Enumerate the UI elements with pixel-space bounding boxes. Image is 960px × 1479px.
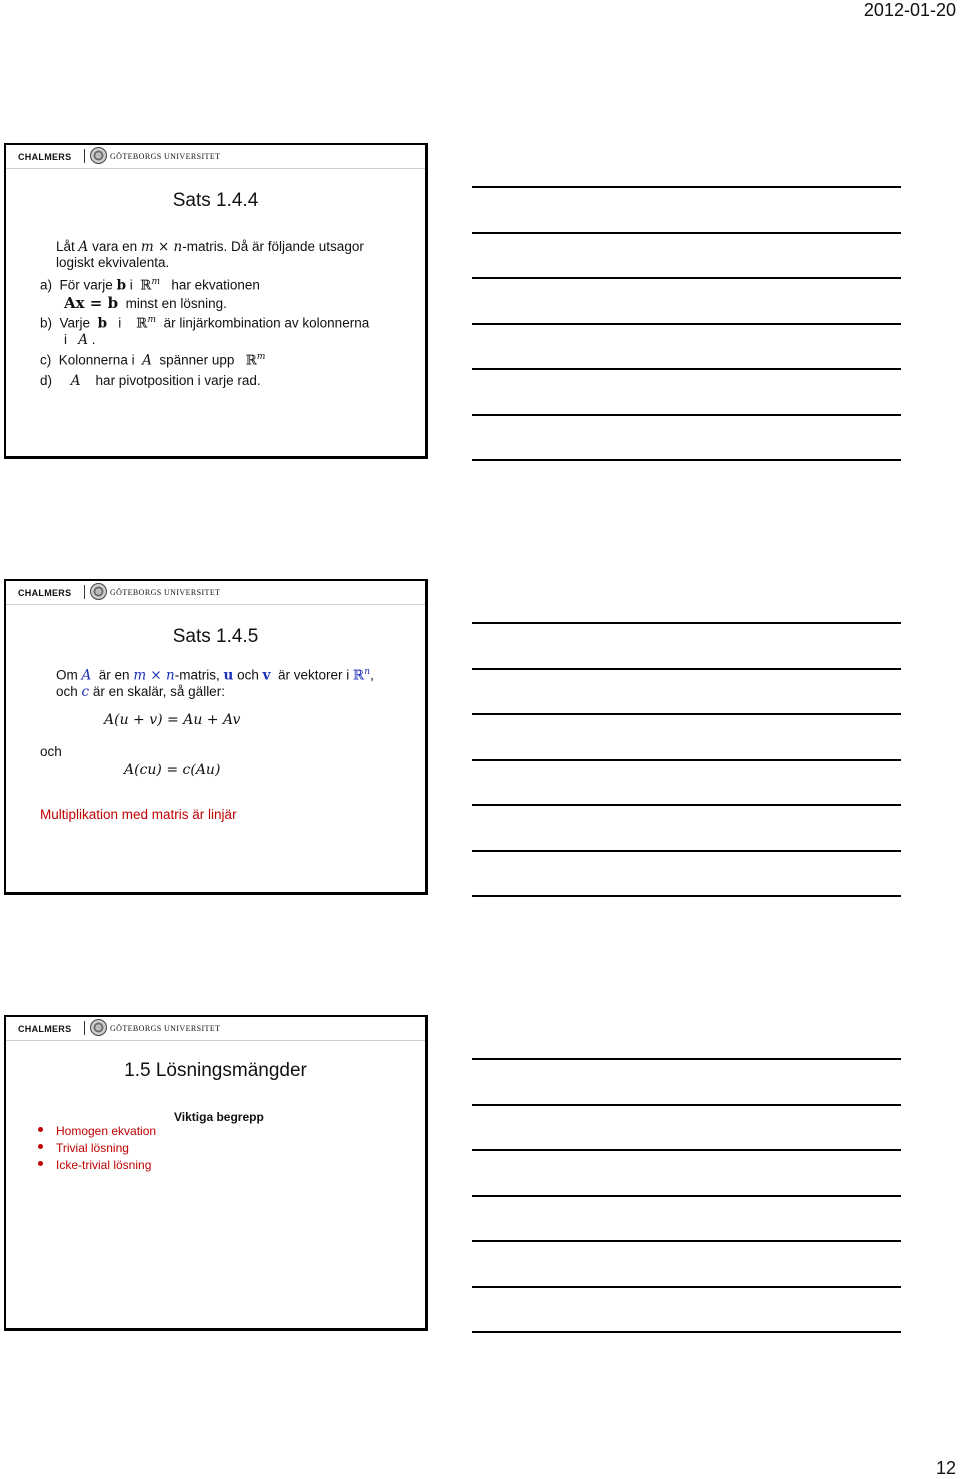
note-line <box>472 622 901 624</box>
note-line <box>472 368 901 370</box>
note-line <box>472 1058 901 1060</box>
gu-logo: GÖTEBORGS UNIVERSITET <box>110 588 221 597</box>
statement-a: a) För varje b i ℝ$^m$ har ekvationen <box>40 277 260 294</box>
gu-seal-icon <box>90 1019 107 1036</box>
slide-sats-1-4-5 <box>4 579 428 895</box>
slide-title: Sats 1.4.4 <box>172 190 259 211</box>
note-line <box>472 459 901 461</box>
note-line <box>472 232 901 234</box>
equation-homogeneity: A(cu) = c(Au) <box>124 762 221 778</box>
note-line <box>472 804 901 806</box>
note-line <box>472 668 901 670</box>
note-line <box>472 759 901 761</box>
intro-line-1: Låt A vara en m × n-matris. Då är följande utsagor <box>56 239 364 255</box>
chalmers-logo: CHALMERS <box>18 588 72 598</box>
logo-divider <box>84 149 85 163</box>
slide-losningsmangder: CHALMERS GÖTEBORGS UNIVERSITET 1.5 Lösningsmängder Viktiga begrepp Homogen ekvation Trivial lösning Icke-trivial lösning <box>4 1015 428 1331</box>
statement-d: d) A har pivotposition i varje rad. <box>40 373 261 389</box>
note-line <box>472 1104 901 1106</box>
gu-logo: GÖTEBORGS UNIVERSITET <box>110 1024 221 1033</box>
intro-line-2: logiskt ekvivalenta. <box>56 255 170 270</box>
conclusion-text: Multiplikation med matris är linjär <box>40 807 237 822</box>
note-line <box>472 1149 901 1151</box>
note-line <box>472 713 901 715</box>
note-line <box>472 1240 901 1242</box>
logo-bar <box>6 1017 425 1041</box>
logo-bar <box>6 581 425 605</box>
logo-divider <box>84 1021 85 1035</box>
note-line <box>472 1331 901 1333</box>
note-line <box>472 277 901 279</box>
slide-subtitle: Viktiga begrepp <box>174 1110 264 1124</box>
premise-line-2: och c är en skalär, så gäller: <box>56 684 225 700</box>
statement-c: c) Kolonnerna i A spänner upp ℝ$^m$ <box>40 352 266 369</box>
premise-line-1: Om A är en m × n-matris, u och v är vektorer i ℝ$^n$, <box>56 667 374 684</box>
note-line <box>472 1195 901 1197</box>
slide-title: 1.5 Lösningsmängder <box>124 1060 307 1081</box>
statement-a-cont: Ax = b minst en lösning. <box>64 294 227 312</box>
note-line <box>472 1286 901 1288</box>
equation-additivity: A(u + v) = Au + Av <box>104 712 241 728</box>
logo-divider <box>84 585 85 599</box>
slide-title: Sats 1.4.5 <box>172 626 259 647</box>
page-number: 12 <box>935 1458 956 1478</box>
gu-seal-icon <box>90 147 107 164</box>
note-line <box>472 323 901 325</box>
chalmers-logo: CHALMERS <box>18 1024 72 1034</box>
statement-b: b) Varje b i ℝ$^m$ är linjärkombination av kolonnerna <box>40 315 370 332</box>
gu-logo: GÖTEBORGS UNIVERSITET <box>110 152 221 161</box>
statement-b-cont: i A . <box>64 332 96 348</box>
logo-bar <box>6 145 425 169</box>
note-line <box>472 414 901 416</box>
page-date: 2012-01-20 <box>863 0 956 20</box>
note-line <box>472 850 901 852</box>
note-line <box>472 186 901 188</box>
och-label: och <box>40 744 62 759</box>
slide-sats-1-4-4 <box>4 143 428 459</box>
note-line <box>472 895 901 897</box>
gu-seal-icon <box>90 583 107 600</box>
chalmers-logo: CHALMERS <box>18 152 72 162</box>
